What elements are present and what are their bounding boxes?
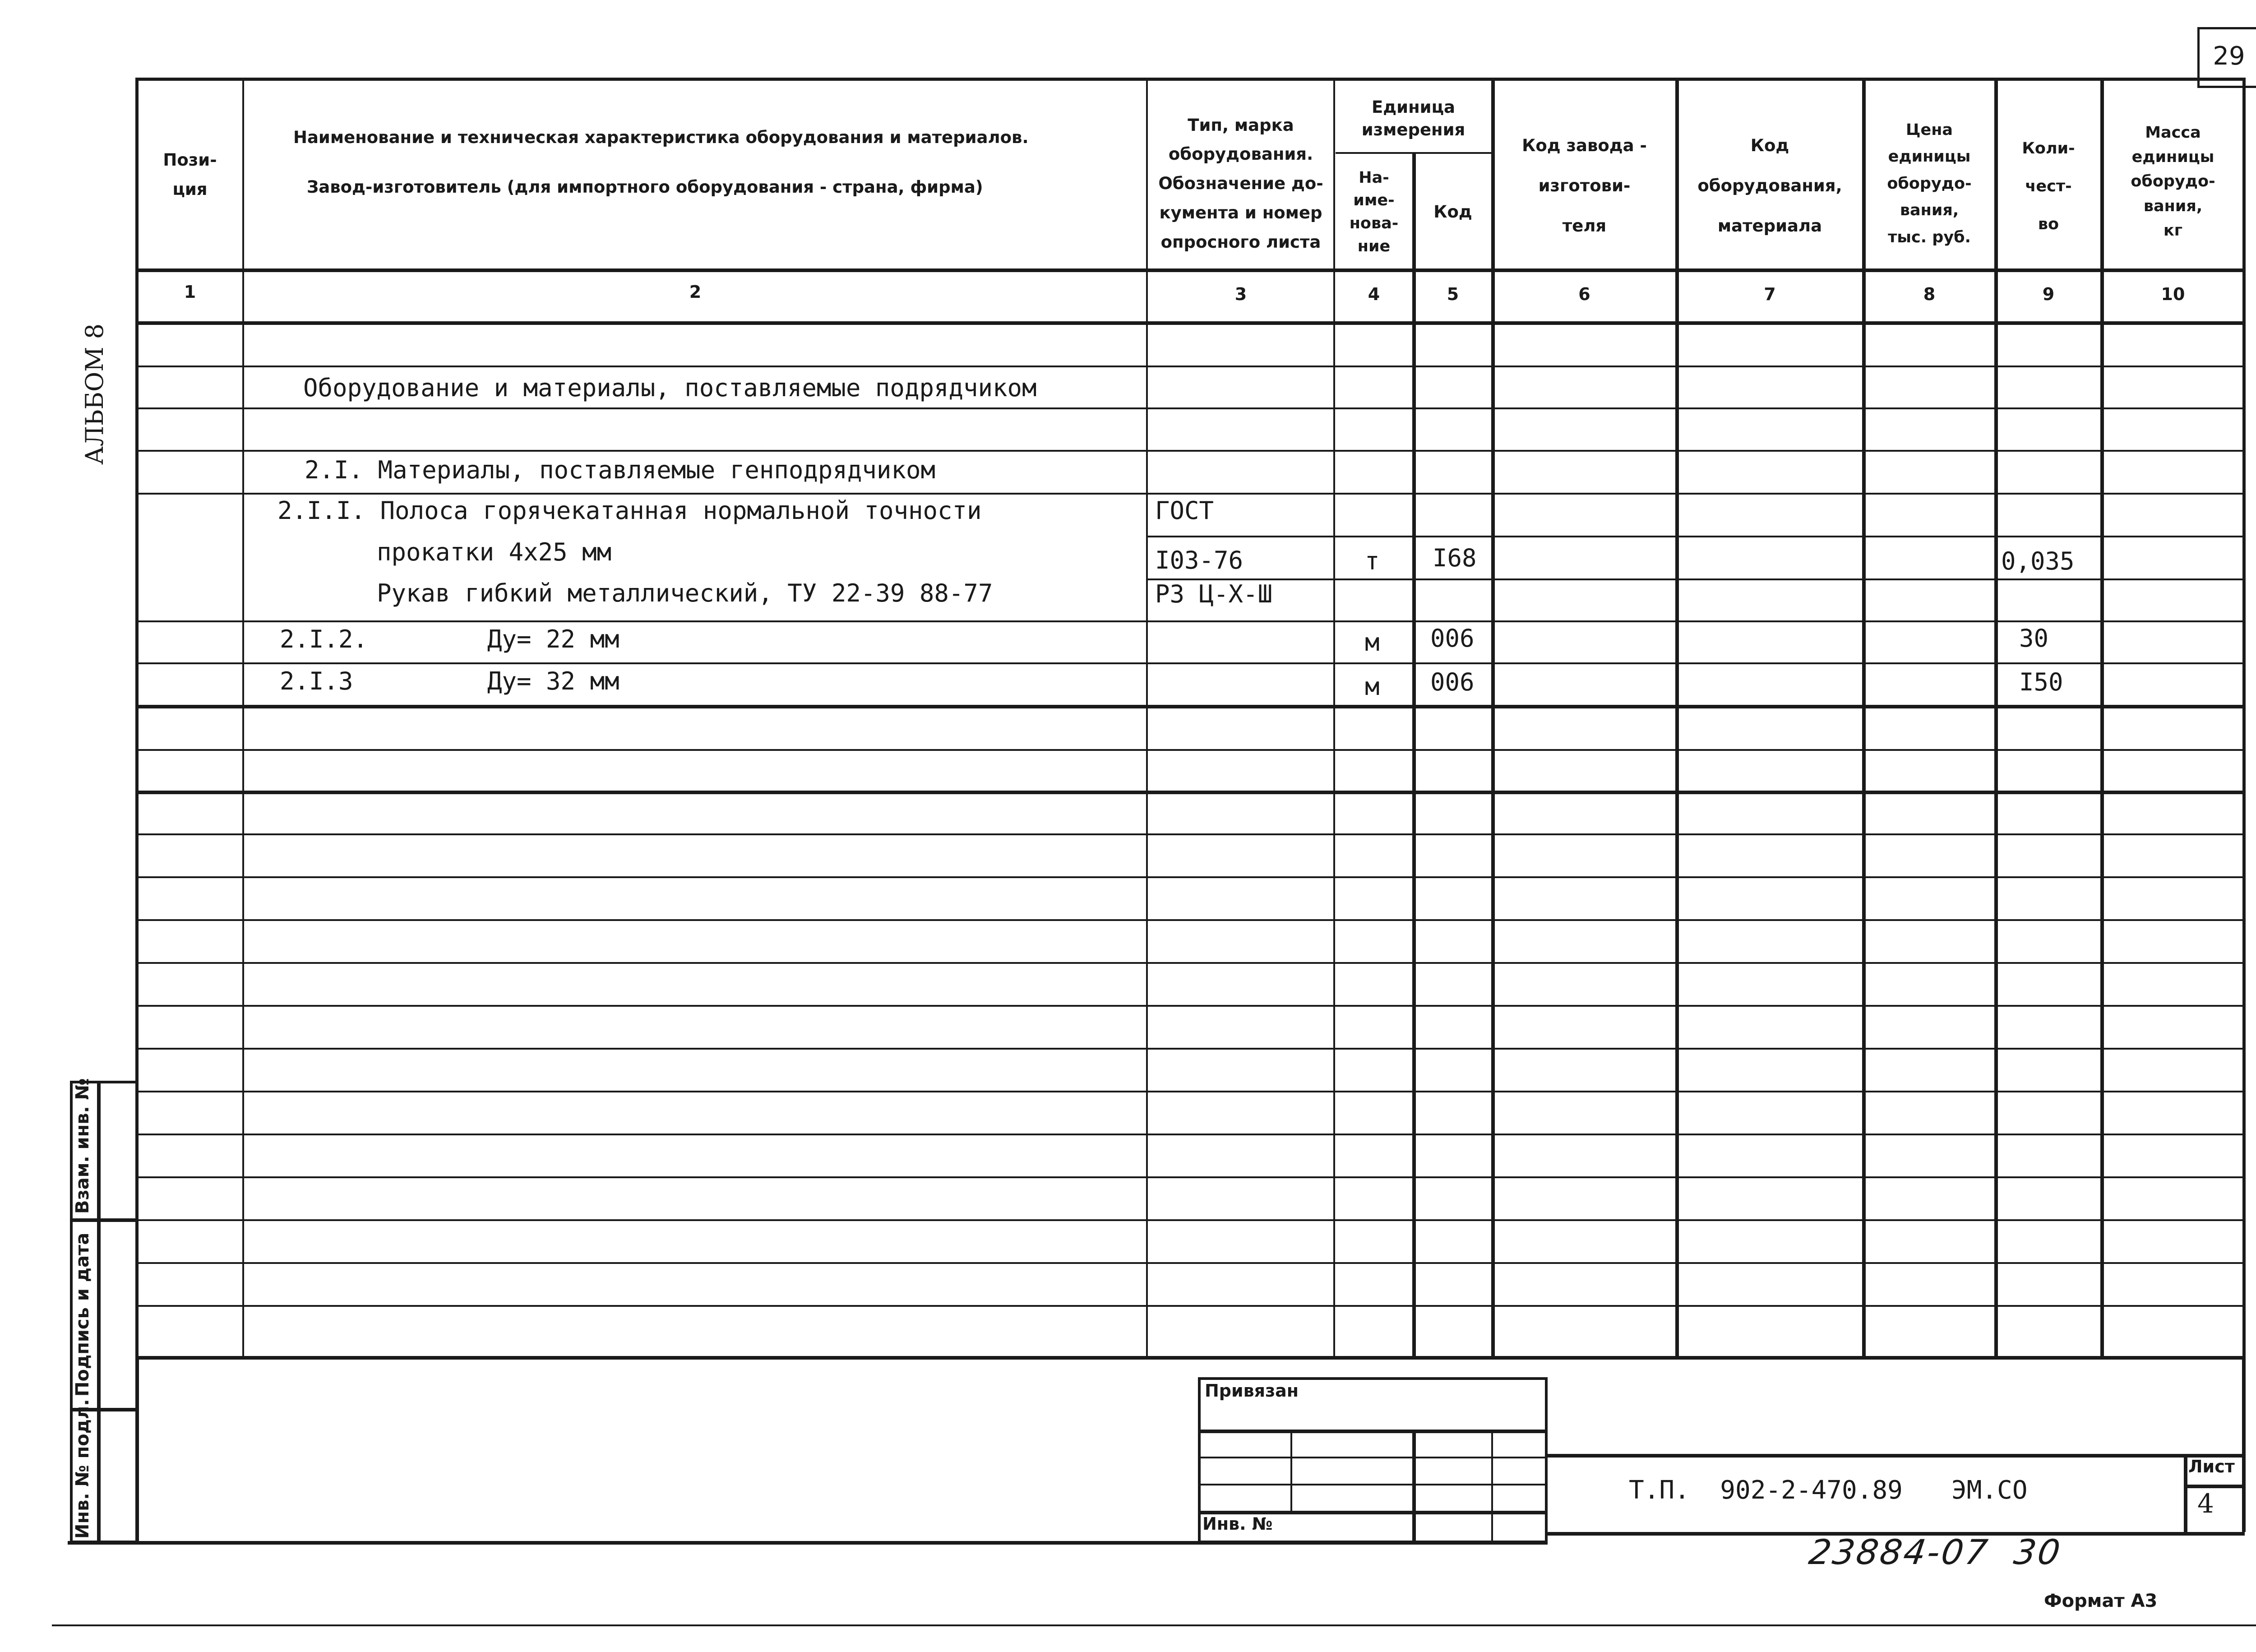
row-2-1-2-unit: м [1365,628,1380,657]
side-stamp-podpis: Подпись и дата [72,1232,93,1397]
row-line [1146,578,2246,580]
designation: Т.П. 902-2-470.89 [1629,1476,1903,1505]
row-line [135,450,2246,452]
col-line-1 [242,78,244,1361]
side-stamp-divider [97,1081,101,1543]
col-header-2-line1: Наименование и техническая характеристика оборудования и материалов. [293,127,1029,147]
side-stamp-vzam: Взам. инв. № [72,1078,93,1214]
row-line [135,493,2246,495]
table-body-bottom [135,1356,2246,1360]
col-line-9 [2100,78,2104,1361]
col-header-8: Цена единицы оборудо- вания, тыс. руб. [1887,120,1972,246]
col-header-9: Коли- чест- во [2022,139,2075,233]
col-header-6: Код завода - изготови- теля [1522,136,1647,236]
row-2-1-1-code: I68 [1433,544,1477,572]
col-num-7: 7 [1764,284,1776,304]
row-2-1-3-pos: 2.I.3 [280,667,353,695]
page-number: 29 [2213,42,2245,71]
row-2-1-2-qty: 30 [2019,624,2049,652]
sheet-box-line [2184,1485,2245,1488]
handwritten-number: 23884-07 30 [1806,1532,2065,1572]
row-line [135,1005,2246,1007]
row-hose-name: Рукав гибкий металлический, ТУ 22-39 88-77 [377,579,993,607]
row-subsection-title: 2.I. Материалы, поставляемые генподрядчиком [305,456,935,484]
col-num-2: 2 [689,282,702,302]
privyazan-col-2 [1412,1430,1416,1542]
inv-no-label: Инв. № [1202,1514,1273,1534]
document-code: ЭМ.СО [1951,1476,2028,1505]
row-2-1-2-name: Ду= 22 мм [487,625,619,653]
sheet-label: Лист [2188,1457,2235,1476]
side-stamp-line-1 [70,1218,139,1222]
row-2-1-3-qty: I50 [2019,668,2063,696]
row-2-1-3-unit: м [1365,672,1380,701]
col-line-7 [1862,78,1866,1361]
row-line [135,1134,2246,1135]
row-section-title: Оборудование и материалы, поставляемые подрядчиком [303,374,1037,402]
row-line [135,407,2246,409]
row-line [135,919,2246,921]
row-line [135,962,2246,964]
format-label: Формат А3 [2044,1591,2158,1611]
row-line [135,749,2246,751]
privyazan-line-2 [1198,1457,1548,1458]
row-line [1146,536,2246,537]
privyazan-line-3 [1198,1484,1548,1485]
row-line [135,1219,2246,1221]
row-line [135,705,2246,708]
row-line [135,662,2246,664]
col-line-5 [1491,78,1495,1361]
row-2-1-1-name-cont: прокатки 4х25 мм [377,538,612,566]
col-line-8 [1994,78,1998,1361]
col-num-9: 9 [2042,284,2055,304]
row-2-1-1-qty: 0,035 [2001,547,2075,575]
col-header-7: Код оборудования, материала [1697,136,1842,236]
row-line [135,1091,2246,1092]
row-2-1-2-code: 006 [1430,624,1475,652]
privyazan-col-1 [1290,1430,1292,1511]
row-line [135,1048,2246,1050]
row-2-1-1-unit: т [1365,547,1380,575]
row-line [135,876,2246,878]
col-line-4 [1412,152,1416,1361]
row-line [135,620,2246,622]
row-2-1-1-doc: ГОСТ [1155,496,1214,525]
col-num-1: 1 [184,282,196,302]
col-num-6: 6 [1578,284,1590,304]
page-bottom-rule [52,1624,2256,1626]
privyazan-label: Привязан [1205,1381,1299,1401]
header-separator [135,268,2246,272]
privyazan-col-3 [1491,1430,1493,1542]
sheet-number: 4 [2197,1488,2214,1519]
row-line [135,833,2246,835]
row-line [135,1262,2246,1264]
designation-top-line [1548,1454,2245,1458]
col-num-3: 3 [1234,284,1247,304]
row-2-1-1-name: 2.I.I. Полоса горячекатанная нормальной точности [277,496,982,525]
row-2-1-3-code: 006 [1430,668,1475,696]
col-header-5: Код [1433,202,1472,222]
side-stamp-inv-podl: Инв. № подл. [72,1399,93,1539]
row-2-1-3-name: Ду= 32 мм [487,667,619,695]
row-line [135,1305,2246,1307]
privyazan-line-1 [1198,1430,1548,1433]
sheet-box-divider [2184,1454,2187,1535]
album-label: АЛЬБОМ 8 [80,323,109,465]
col-num-8: 8 [1923,284,1936,304]
row-line [135,791,2246,794]
frame-right-lower [2242,1356,2246,1532]
title-area-bg [139,1359,2242,1540]
row-line [135,1176,2246,1178]
col-num-5: 5 [1447,284,1459,304]
col-num-4: 4 [1368,284,1380,304]
row-hose-doc: РЗ Ц-Х-Ш [1155,580,1273,608]
col-header-3: Тип, марка оборудования. Обозначение до- кумента и номер опросного листа [1158,115,1323,252]
col-header-4: На- име- нова- ние [1349,168,1399,255]
col-num-10: 10 [2161,284,2185,304]
col-line-6 [1675,78,1679,1361]
col-line-3 [1333,78,1335,1361]
col-header-10: Масса единицы оборудо- вания, кг [2131,123,2215,240]
row-2-1-2-pos: 2.I.2. [280,625,368,653]
col-line-2 [1146,78,1148,1361]
row-line [135,366,2246,367]
col-header-1: Пози- ция [163,150,217,199]
row-2-1-1-doc-cont: I03-76 [1155,546,1244,574]
unit-group-header: Единица измерения [1361,97,1465,139]
col-header-2-line2: Завод-изготовитель (для импортного оборудования - страна, фирма) [307,177,983,197]
number-row-separator [135,321,2246,325]
